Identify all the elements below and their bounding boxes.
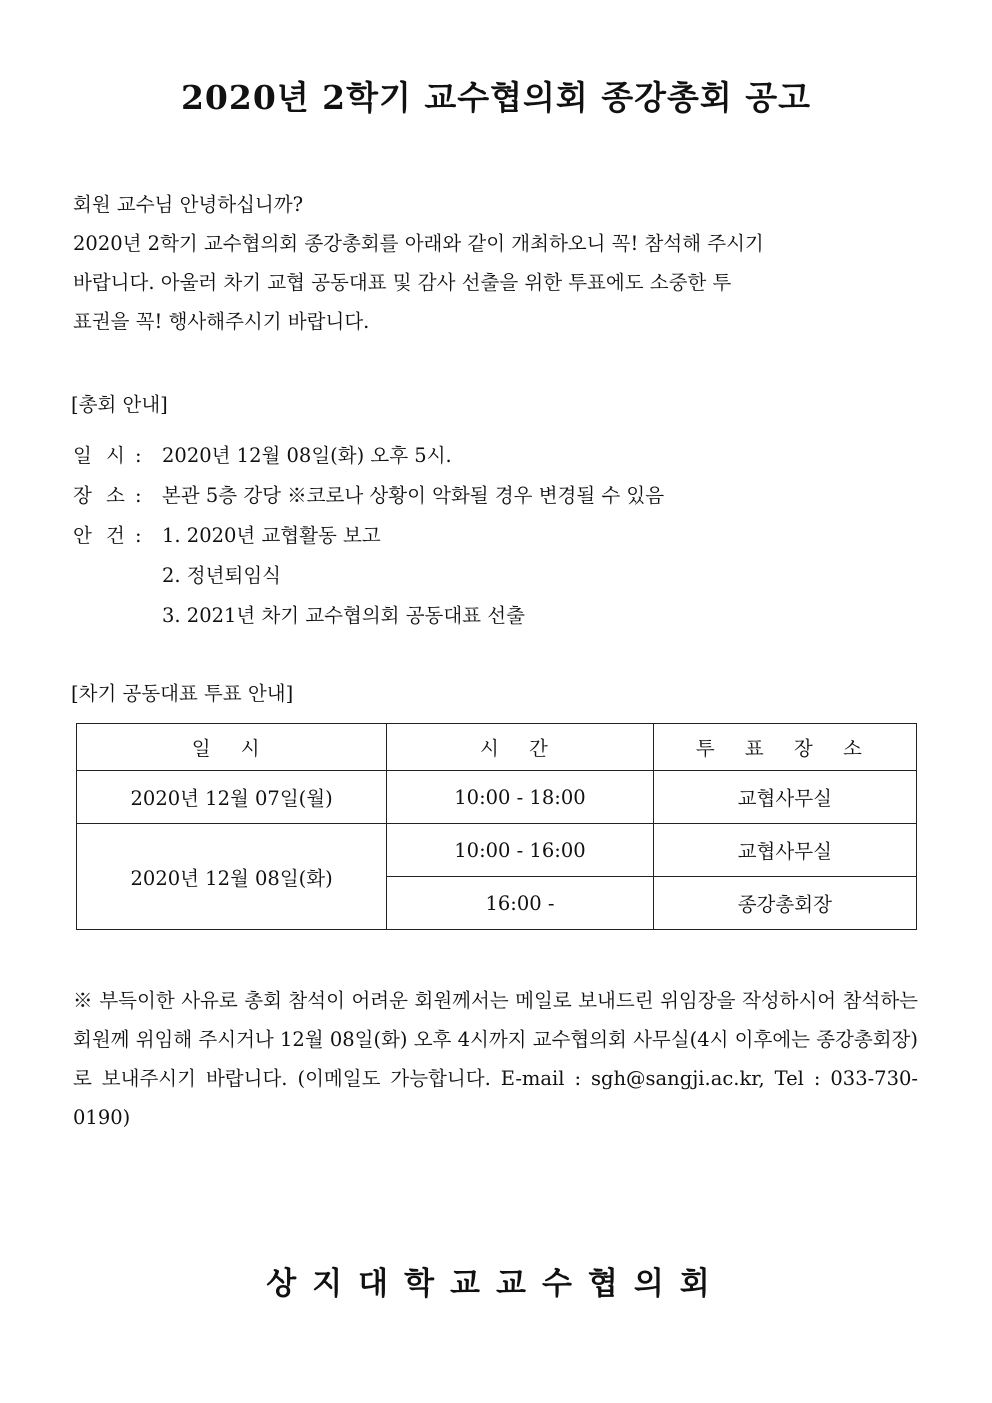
table-row [77, 824, 917, 877]
proxy-notice: ※ 부득이한 사유로 총회 참석이 어려운 회원께서는 메일로 보내드린 위임장을 작성하시어 참석하는 회원께 위임해 주시거나 12월 08일(화) 오후 4시까지 교수협의회 사무실(4시 이후에는 종강총회장)로 보내주시기 바랍니다. (이메일도 가능합니다. E-mail : sgh@sangji.ac.kr, Tel : 033-730-0190) [73, 989, 918, 1129]
date-value: 2020년 12월 08일(화) 오후 5시. [162, 444, 452, 467]
colon: : [135, 484, 142, 507]
intro-line: 표권을 꼭! 행사해주시기 바랍니다. [73, 310, 370, 333]
vote-place: 교협사무실 [653, 824, 916, 877]
colon: : [135, 524, 142, 547]
agenda-item: 1. 2020년 교협활동 보고 [162, 524, 381, 547]
organization-signature: 상지대학교교수협의회 [266, 1266, 726, 1302]
agenda-row [73, 516, 664, 556]
place-row [73, 476, 664, 516]
intro-line: 회원 교수님 안녕하십니까? [73, 193, 304, 216]
table-header-row [77, 724, 917, 771]
vote-schedule-table [76, 723, 917, 930]
vote-date: 2020년 12월 07일(월) [77, 771, 387, 824]
vote-time: 16:00 - [387, 877, 653, 930]
vote-time: 10:00 - 16:00 [387, 824, 653, 877]
page-title: 2020년 2학기 교수협의회 종강총회 공고 [180, 78, 812, 117]
agenda-item: 2. 정년퇴임식 [162, 564, 281, 587]
vote-place: 교협사무실 [653, 771, 916, 824]
intro-paragraph [73, 185, 923, 341]
date-label: 일 시 [73, 444, 129, 467]
vote-date: 2020년 12월 08일(화) [77, 824, 387, 930]
colon: : [135, 444, 142, 467]
vote-time: 10:00 - 18:00 [387, 771, 653, 824]
meeting-info [73, 436, 664, 636]
vote-heading: [차기 공동대표 투표 안내] [71, 682, 294, 705]
header-date: 일 시 [77, 724, 387, 771]
agenda-label: 안 건 [73, 524, 129, 547]
header-time: 시 간 [387, 724, 653, 771]
place-label: 장 소 [73, 484, 129, 507]
vote-place: 종강총회장 [653, 877, 916, 930]
table-row [77, 771, 917, 824]
intro-line: 바랍니다. 아울러 차기 교협 공동대표 및 감사 선출을 위한 투표에도 소중한 투 [73, 271, 732, 294]
date-row [73, 436, 664, 476]
intro-line: 2020년 2학기 교수협의회 종강총회를 아래와 같이 개최하오니 꼭! 참석해 주시기 [73, 232, 764, 255]
agenda-item: 3. 2021년 차기 교수협의회 공동대표 선출 [162, 604, 525, 627]
meeting-heading: [총회 안내] [71, 393, 168, 416]
header-place: 투 표 장 소 [653, 724, 916, 771]
place-value: 본관 5층 강당 ※코로나 상황이 악화될 경우 변경될 수 있음 [162, 484, 665, 507]
